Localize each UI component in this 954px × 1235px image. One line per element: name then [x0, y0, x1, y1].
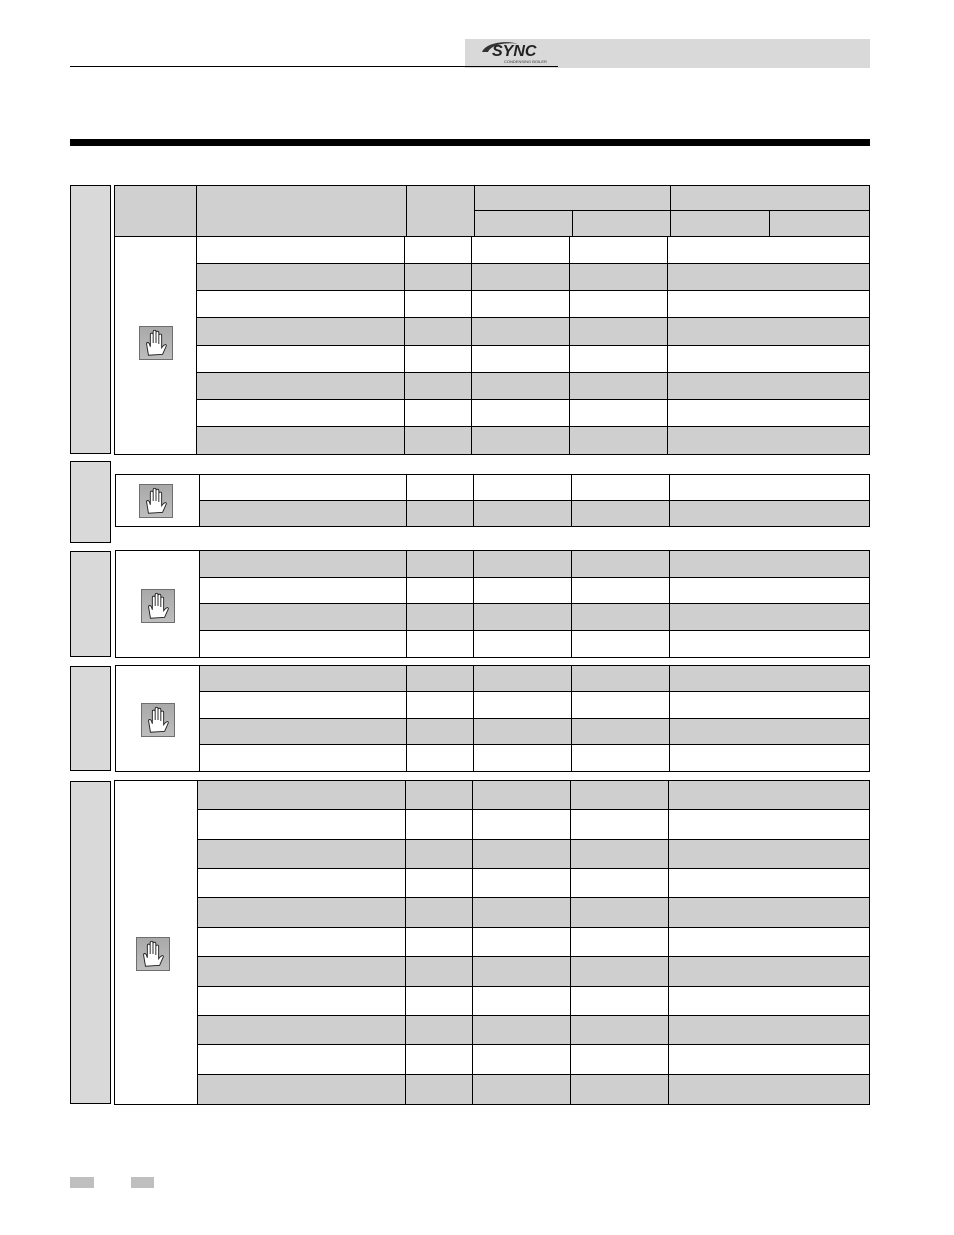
table-cell [405, 400, 472, 426]
table-cell [570, 346, 668, 372]
table-cell [406, 781, 473, 809]
table-3 [115, 550, 870, 658]
table-cell [198, 1075, 406, 1104]
table-cell [474, 745, 572, 771]
table-row [198, 781, 869, 810]
table-cell [407, 475, 474, 500]
table-cell [669, 781, 869, 809]
table-cell [198, 987, 406, 1015]
table-row [200, 501, 869, 526]
table-cell [405, 427, 472, 454]
table-cell [670, 578, 869, 603]
table-cell [407, 604, 474, 630]
header-cell [407, 186, 475, 236]
table-cell [197, 318, 405, 345]
table-row [200, 666, 869, 692]
table-cell [197, 237, 405, 263]
table-cell [474, 578, 572, 603]
hand-stop-icon [139, 326, 173, 360]
table-cell [407, 578, 474, 603]
footer-mark [70, 1177, 94, 1188]
table-cell [198, 869, 406, 897]
table-cell [668, 264, 869, 290]
header-cell [671, 211, 770, 236]
table-cell [473, 957, 571, 986]
table-row [197, 346, 869, 373]
table-cell [473, 810, 571, 839]
header-group [475, 186, 671, 211]
table-body [198, 781, 869, 1104]
table-cell [472, 264, 570, 290]
table-row [197, 318, 869, 346]
table-cell [473, 928, 571, 956]
table-cell [472, 318, 570, 345]
table-cell [571, 869, 669, 897]
table-cell [669, 840, 869, 868]
table-cell [571, 810, 669, 839]
table-row [200, 578, 869, 604]
table-cell [670, 551, 869, 577]
table-4 [115, 665, 870, 772]
table-cell [570, 264, 668, 290]
table-cell [405, 264, 472, 290]
table-row [200, 551, 869, 578]
table-cell [572, 604, 670, 630]
table-cell [405, 291, 472, 317]
table-row [198, 1075, 869, 1104]
table-cell [474, 692, 572, 718]
table-cell [473, 1016, 571, 1044]
table-cell [669, 869, 869, 897]
table-cell [197, 291, 405, 317]
table-2 [115, 474, 870, 527]
table-row [200, 719, 869, 745]
table-cell [472, 400, 570, 426]
logo-text: SYNC [492, 43, 537, 60]
table-cell [669, 1016, 869, 1044]
table-cell [669, 1045, 869, 1074]
table-cell [570, 318, 668, 345]
table-cell [670, 604, 869, 630]
table-body [200, 475, 869, 526]
table-cell [405, 346, 472, 372]
table-cell [572, 551, 670, 577]
table-row [197, 264, 869, 291]
table-cell [472, 427, 570, 454]
table-cell [406, 987, 473, 1015]
table-cell [200, 692, 407, 718]
table-cell [198, 781, 406, 809]
table-cell [197, 373, 405, 399]
side-tab-3 [70, 551, 111, 657]
table-cell [198, 1045, 406, 1074]
table-row [198, 898, 869, 928]
table-cell [407, 692, 474, 718]
table-cell [198, 898, 406, 927]
table-cell [670, 666, 869, 691]
section-rule [70, 139, 870, 146]
table-cell [670, 631, 869, 657]
table-cell [570, 400, 668, 426]
header-cell [115, 186, 197, 236]
table-header [115, 186, 869, 237]
table-cell [571, 1075, 669, 1104]
table-body [200, 666, 869, 771]
table-cell [407, 631, 474, 657]
icon-column [116, 475, 200, 526]
table-cell [406, 898, 473, 927]
table-cell [571, 987, 669, 1015]
table-cell [668, 237, 869, 263]
table-row [200, 745, 869, 771]
table-body [197, 237, 869, 454]
table-cell [200, 719, 407, 744]
table-row [198, 840, 869, 869]
table-cell [407, 666, 474, 691]
table-cell [472, 373, 570, 399]
table-cell [571, 928, 669, 956]
icon-column [116, 666, 200, 771]
table-cell [571, 840, 669, 868]
table-cell [572, 578, 670, 603]
table-cell [474, 501, 572, 526]
table-cell [669, 810, 869, 839]
table-cell [200, 551, 407, 577]
table-cell [570, 237, 668, 263]
table-cell [405, 237, 472, 263]
table-cell [472, 237, 570, 263]
table-cell [472, 346, 570, 372]
table-cell [198, 957, 406, 986]
table-cell [670, 692, 869, 718]
side-tab-1 [70, 185, 111, 454]
table-cell [200, 631, 407, 657]
icon-column [115, 237, 197, 454]
icon-column [115, 781, 198, 1104]
table-cell [670, 501, 869, 526]
table-cell [200, 666, 407, 691]
sync-logo [478, 38, 558, 66]
table-cell [473, 898, 571, 927]
table-cell [406, 840, 473, 868]
table-cell [572, 745, 670, 771]
table-row [197, 291, 869, 318]
table-row [200, 604, 869, 631]
table-cell [571, 781, 669, 809]
table-row [200, 692, 869, 719]
table-cell [572, 501, 670, 526]
table-cell [406, 928, 473, 956]
table-row [198, 987, 869, 1016]
table-cell [200, 475, 407, 500]
table-cell [669, 957, 869, 986]
header-rule [70, 66, 558, 67]
header-cell [573, 211, 671, 236]
header-cell [197, 186, 407, 236]
table-row [197, 237, 869, 264]
table-cell [670, 745, 869, 771]
table-cell [572, 692, 670, 718]
table-cell [570, 291, 668, 317]
side-tab-2 [70, 461, 111, 543]
table-cell [572, 719, 670, 744]
hand-stop-icon [139, 484, 173, 518]
logo-subtext: CONDENSING BOILER [504, 59, 547, 64]
header-cell [475, 211, 573, 236]
table-cell [200, 604, 407, 630]
table-cell [669, 898, 869, 927]
table-cell [570, 373, 668, 399]
table-cell [197, 346, 405, 372]
table-cell [571, 1045, 669, 1074]
table-cell [668, 427, 869, 454]
table-cell [669, 1075, 869, 1104]
table-cell [407, 551, 474, 577]
table-row [200, 631, 869, 657]
table-cell [472, 291, 570, 317]
table-cell [405, 373, 472, 399]
table-cell [669, 987, 869, 1015]
table-cell [670, 719, 869, 744]
table-cell [200, 578, 407, 603]
table-cell [572, 475, 670, 500]
table-cell [670, 475, 869, 500]
table-cell [473, 1075, 571, 1104]
table-cell [407, 501, 474, 526]
table-cell [474, 719, 572, 744]
table-cell [200, 501, 407, 526]
hand-stop-icon [136, 937, 170, 971]
table-row [197, 427, 869, 454]
table-5 [114, 780, 870, 1105]
table-cell [407, 745, 474, 771]
table-cell [474, 604, 572, 630]
table-row [198, 869, 869, 898]
table-cell [197, 400, 405, 426]
table-cell [571, 957, 669, 986]
table-cell [473, 840, 571, 868]
table-row [198, 957, 869, 987]
table-cell [668, 318, 869, 345]
table-cell [572, 666, 670, 691]
table-cell [198, 928, 406, 956]
table-1 [114, 185, 870, 455]
table-cell [197, 264, 405, 290]
table-cell [571, 898, 669, 927]
table-cell [406, 1075, 473, 1104]
table-cell [406, 1016, 473, 1044]
side-tab-5 [70, 781, 111, 1104]
header-group [671, 186, 869, 211]
table-cell [669, 928, 869, 956]
hand-stop-icon [141, 589, 175, 623]
table-cell [407, 719, 474, 744]
table-cell [405, 318, 472, 345]
table-cell [668, 291, 869, 317]
table-cell [406, 957, 473, 986]
table-cell [570, 427, 668, 454]
table-cell [668, 373, 869, 399]
table-cell [668, 346, 869, 372]
table-cell [197, 427, 405, 454]
icon-column [116, 551, 200, 657]
side-tab-4 [70, 666, 111, 771]
table-cell [198, 840, 406, 868]
table-body [200, 551, 869, 657]
table-cell [473, 781, 571, 809]
table-row [198, 928, 869, 957]
table-cell [474, 551, 572, 577]
table-row [198, 1045, 869, 1075]
table-cell [474, 631, 572, 657]
table-row [197, 373, 869, 400]
table-cell [474, 666, 572, 691]
table-cell [406, 810, 473, 839]
table-cell [571, 1016, 669, 1044]
table-cell [406, 869, 473, 897]
table-cell [474, 475, 572, 500]
table-row [198, 1016, 869, 1045]
table-cell [473, 869, 571, 897]
table-cell [198, 810, 406, 839]
table-cell [473, 987, 571, 1015]
table-row [197, 400, 869, 427]
table-cell [406, 1045, 473, 1074]
table-cell [200, 745, 407, 771]
table-cell [198, 1016, 406, 1044]
footer-mark [131, 1177, 154, 1188]
table-cell [473, 1045, 571, 1074]
hand-stop-icon [141, 703, 175, 737]
table-cell [572, 631, 670, 657]
table-cell [668, 400, 869, 426]
table-row [198, 810, 869, 840]
table-row [200, 475, 869, 501]
